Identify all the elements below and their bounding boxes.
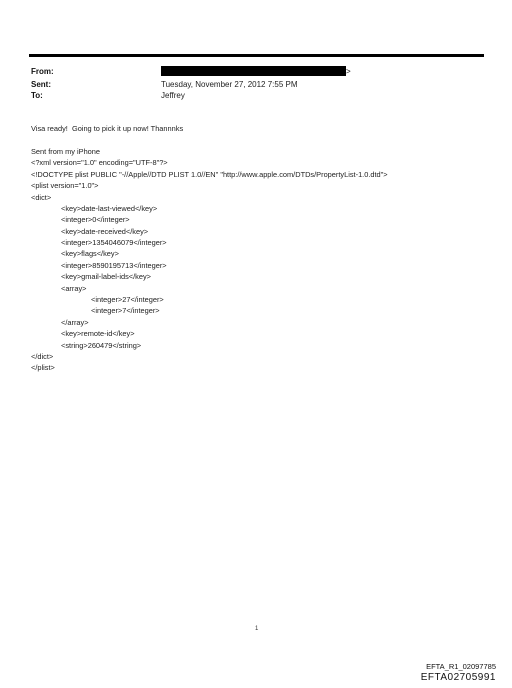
to-label: To: <box>31 91 43 100</box>
body-line: <integer>7</integer> <box>91 306 160 315</box>
body-line: <key>date-last-viewed</key> <box>61 204 158 213</box>
body-line: <?xml version="1.0" encoding="UTF-8"?> <box>31 158 168 167</box>
body-line: Sent from my iPhone <box>31 147 101 156</box>
page-number: 1 <box>255 626 259 632</box>
body-line: <string>260479</string> <box>61 341 142 350</box>
sent-label: Sent: <box>31 80 51 89</box>
header-rule <box>29 54 484 57</box>
bates-number-primary: EFTA_R1_02097785 <box>426 662 496 671</box>
body-line: <integer>27</integer> <box>91 295 164 304</box>
body-line: <key>date-received</key> <box>61 227 149 236</box>
body-line: <integer>1354046079</integer> <box>61 238 167 247</box>
body-line: </dict> <box>31 352 54 361</box>
sent-value: Tuesday, November 27, 2012 7:55 PM <box>161 80 298 89</box>
body-line: <key>flags</key> <box>61 249 119 258</box>
body-line: Visa ready! Going to pick it up now! Thannnks <box>31 124 184 133</box>
from-label: From: <box>31 67 54 76</box>
body-line: </array> <box>61 318 89 327</box>
body-line: <plist version="1.0"> <box>31 181 99 190</box>
body-line: <integer>8590195713</integer> <box>61 261 167 270</box>
to-value: Jeffrey <box>161 91 185 100</box>
body-line: <key>remote-id</key> <box>61 329 135 338</box>
bates-number-secondary: EFTA02705991 <box>420 672 496 683</box>
body-line: <array> <box>61 284 87 293</box>
redaction-box <box>161 66 346 76</box>
body-line: <key>gmail-label-ids</key> <box>61 272 151 281</box>
body-line: <!DOCTYPE plist PUBLIC "-//Apple//DTD PLIST 1.0//EN" "http://www.apple.com/DTDs/PropertyList-1.0.dtd"> <box>31 170 388 179</box>
from-suffix: > <box>346 67 351 76</box>
body-line: </plist> <box>31 363 55 372</box>
body-line: <integer>0</integer> <box>61 215 130 224</box>
body-line: <dict> <box>31 193 52 202</box>
